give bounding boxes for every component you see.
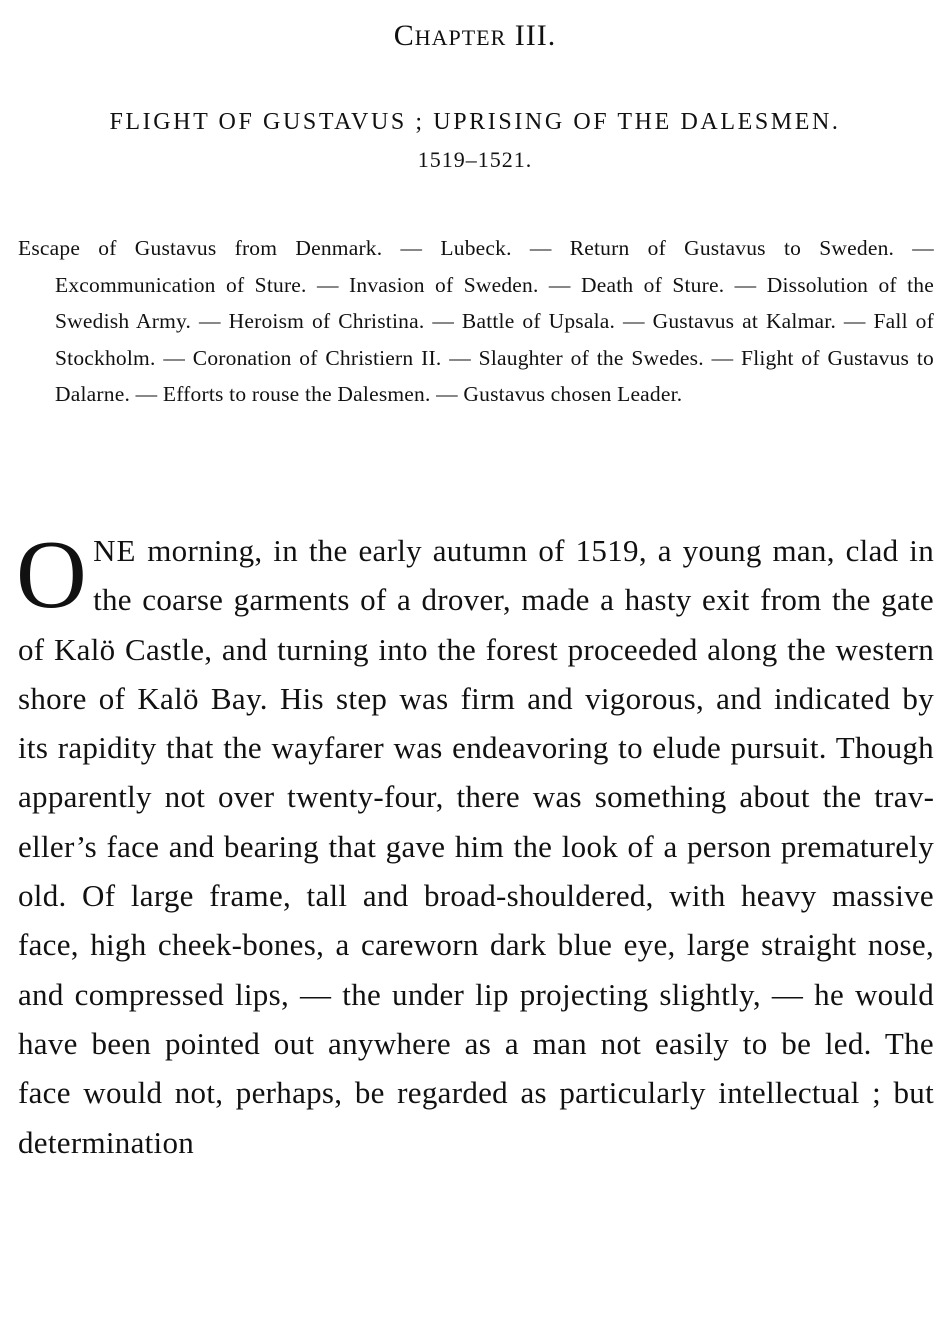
chapter-synopsis: Escape of Gustavus from Denmark. — Lubeck. — Return of Gustavus to Sweden. — Excommunication of Sture. — Invasion of Sweden. — Death of Sture. — Dissolution of the Swedish Army. — Heroism of Christina. — Battle of Upsala. — Gustavus at Kalmar. — Fall of Stockholm. — Coronation of Christiern II. — Slaughter of the Swedes. — Flight of Gustavus to Dalarne. — Efforts to rouse the Dalesmen. — Gustavus chosen Leader.	[18, 236, 934, 406]
first-word-rest: NE	[93, 533, 137, 568]
chapter-heading-word: HAPTER	[414, 25, 507, 50]
chapter-heading-initial: C	[393, 19, 415, 52]
body-text: morning, in the early autumn of 1519, a young man, clad in the coarse garments of a drover, made a hasty exit from the gate of Kalö Castle, and turning into the forest proceeded along the western shore of Kalö Bay. His step was firm and vigorous, and indicated by its rapidity that the wayfarer was endeavoring to elude pursuit. Though apparently not over twenty-four, there was something about the traveller’s face and bearing that gave him the look of a person prematurely old. Of large frame, tall and broad-shouldered, with heavy massive face, high cheek-bones, a careworn dark blue eye, large straight nose, and compressed lips, — the under lip projecting slightly, — he would have been pointed out anywhere as a man not easily to be led. The face would not, perhaps, be regarded as particularly intellectual ; but determination	[18, 533, 934, 1160]
drop-cap: O	[16, 521, 88, 629]
chapter-heading	[0, 16, 950, 58]
chapter-dates: 1519–1521.	[417, 147, 533, 172]
body-paragraph	[16, 521, 934, 1167]
chapter-number: III.	[514, 19, 557, 52]
chapter-title: FLIGHT OF GUSTAVUS ; UPRISING OF THE DALESMEN.	[109, 109, 841, 135]
